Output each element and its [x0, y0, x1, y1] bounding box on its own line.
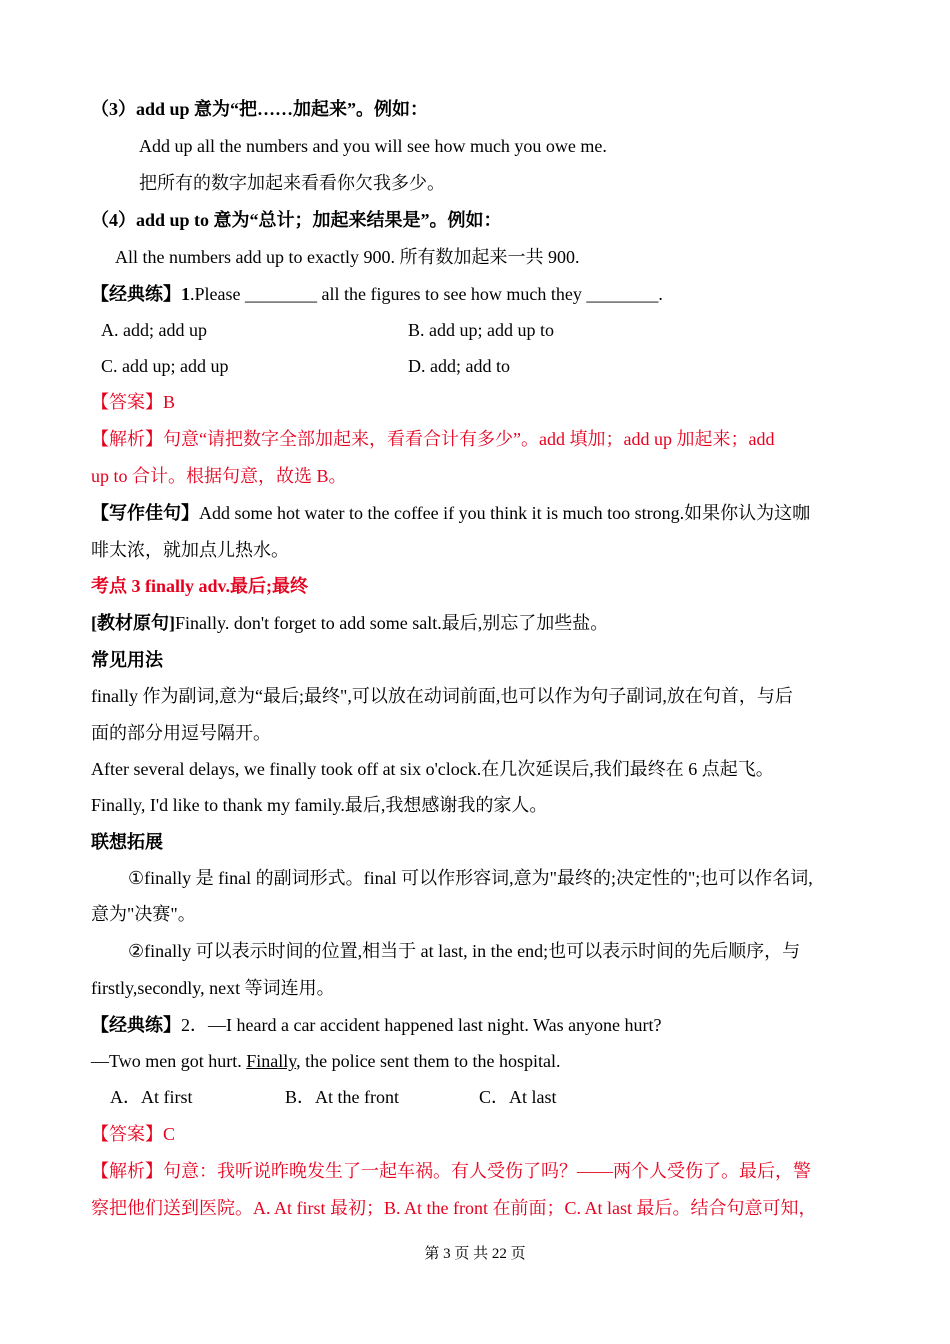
page-footer: 第 3 页 共 22 页 [424, 1246, 526, 1262]
question-1-number: 1 [181, 284, 190, 304]
question-1-explanation-line-1: 【解析】句意“请把数字全部加起来，看看合计有多少”。add 填加；add up 加起来；add [91, 429, 775, 449]
writing-text: Add some hot water to the coffee if you think it is much too strong.如果你认为这咖 [199, 503, 811, 523]
usage-line-1: finally 作为副词,意为“最后;最终",可以放在动词前面,也可以作为句子副词,放在句首，与后 [91, 686, 793, 706]
question-2-option-a: A．At first [110, 1087, 193, 1107]
question-2-option-b: B．At the front [285, 1087, 399, 1107]
textbook-source-tag: [教材原句] [91, 613, 175, 633]
question-2-underlined-word: Finally [246, 1051, 297, 1071]
textbook-source-text: Finally. don't forget to add some salt.最后,别忘了加些盐。 [175, 613, 609, 633]
section-3-heading: （3）add up 意为“把……加起来”。例如： [91, 99, 429, 119]
question-2-tag: 【经典练】 [91, 1015, 181, 1035]
section-3-example-en: Add up all the numbers and you will see how much you owe me. [139, 136, 607, 156]
question-2-answer: 【答案】C [91, 1124, 176, 1144]
question-2-explanation-line-2: 察把他们送到医院。A. At first 最初；B. At the front 在前面；C. At last 最后。结合句意可知， [91, 1198, 817, 1218]
question-1-option-b: B. add up; add up to [408, 320, 554, 340]
usage-example-2: Finally, I'd like to thank my family.最后,我想感谢我的家人。 [91, 795, 548, 815]
question-1-explanation-line-2: up to 合计。根据句意，故选 B。 [91, 466, 347, 486]
usage-example-1: After several delays, we finally took off at six o'clock.在几次延误后,我们最终在 6 点起飞。 [91, 759, 774, 779]
question-2-line-2-pre: —Two men got hurt. [91, 1051, 247, 1071]
section-4-heading: （4）add up to 意为“总计；加起来结果是”。例如： [91, 210, 502, 230]
section-3-example-zh: 把所有的数字加起来看看你欠我多少。 [139, 173, 445, 193]
question-1-option-c: C. add up; add up [101, 356, 229, 376]
question-1-tag: 【经典练】 [91, 284, 181, 304]
question-2-line-2 [91, 1049, 561, 1073]
extension-1-line-2: 意为"决赛"。 [91, 904, 196, 924]
writing-tag: 【写作佳句】 [91, 503, 199, 523]
usage-heading: 常见用法 [91, 650, 163, 670]
question-2-text: 2．—I heard a car accident happened last night. Was anyone hurt? [181, 1015, 662, 1035]
question-2-line-2-post: , the police sent them to the hospital. [296, 1051, 561, 1071]
writing-sentence-line-2: 啡太浓，就加点儿热水。 [91, 540, 289, 560]
key-point-3-title: 考点 3 finally adv.最后;最终 [91, 576, 309, 596]
question-2-option-c: C．At last [479, 1087, 557, 1107]
question-1-answer: 【答案】B [91, 392, 176, 412]
section-4-example: All the numbers add up to exactly 900. 所有数加起来一共 900. [115, 247, 580, 267]
extension-1-line-1: ①finally 是 final 的副词形式。final 可以作形容词,意为"最终的;决定性的";也可以作名词, [128, 868, 813, 888]
question-2-explanation-line-1: 【解析】句意：我听说昨晚发生了一起车祸。有人受伤了吗？——两个人受伤了。最后，警 [91, 1161, 811, 1181]
question-1-option-a: A. add; add up [101, 320, 207, 340]
question-1-option-d: D. add; add to [408, 356, 510, 376]
extension-2-line-2: firstly,secondly, next 等词连用。 [91, 978, 335, 998]
extension-heading: 联想拓展 [91, 832, 163, 852]
usage-line-2: 面的部分用逗号隔开。 [91, 723, 271, 743]
question-2-line-1 [91, 1013, 662, 1037]
extension-2-line-1: ②finally 可以表示时间的位置,相当于 at last, in the end;也可以表示时间的先后顺序，与 [128, 941, 801, 961]
textbook-source-sentence [91, 611, 608, 635]
writing-sentence-line-1 [91, 501, 810, 525]
question-1-text: .Please ________ all the figures to see how much they ________. [190, 284, 663, 304]
question-1-stem [91, 282, 663, 306]
